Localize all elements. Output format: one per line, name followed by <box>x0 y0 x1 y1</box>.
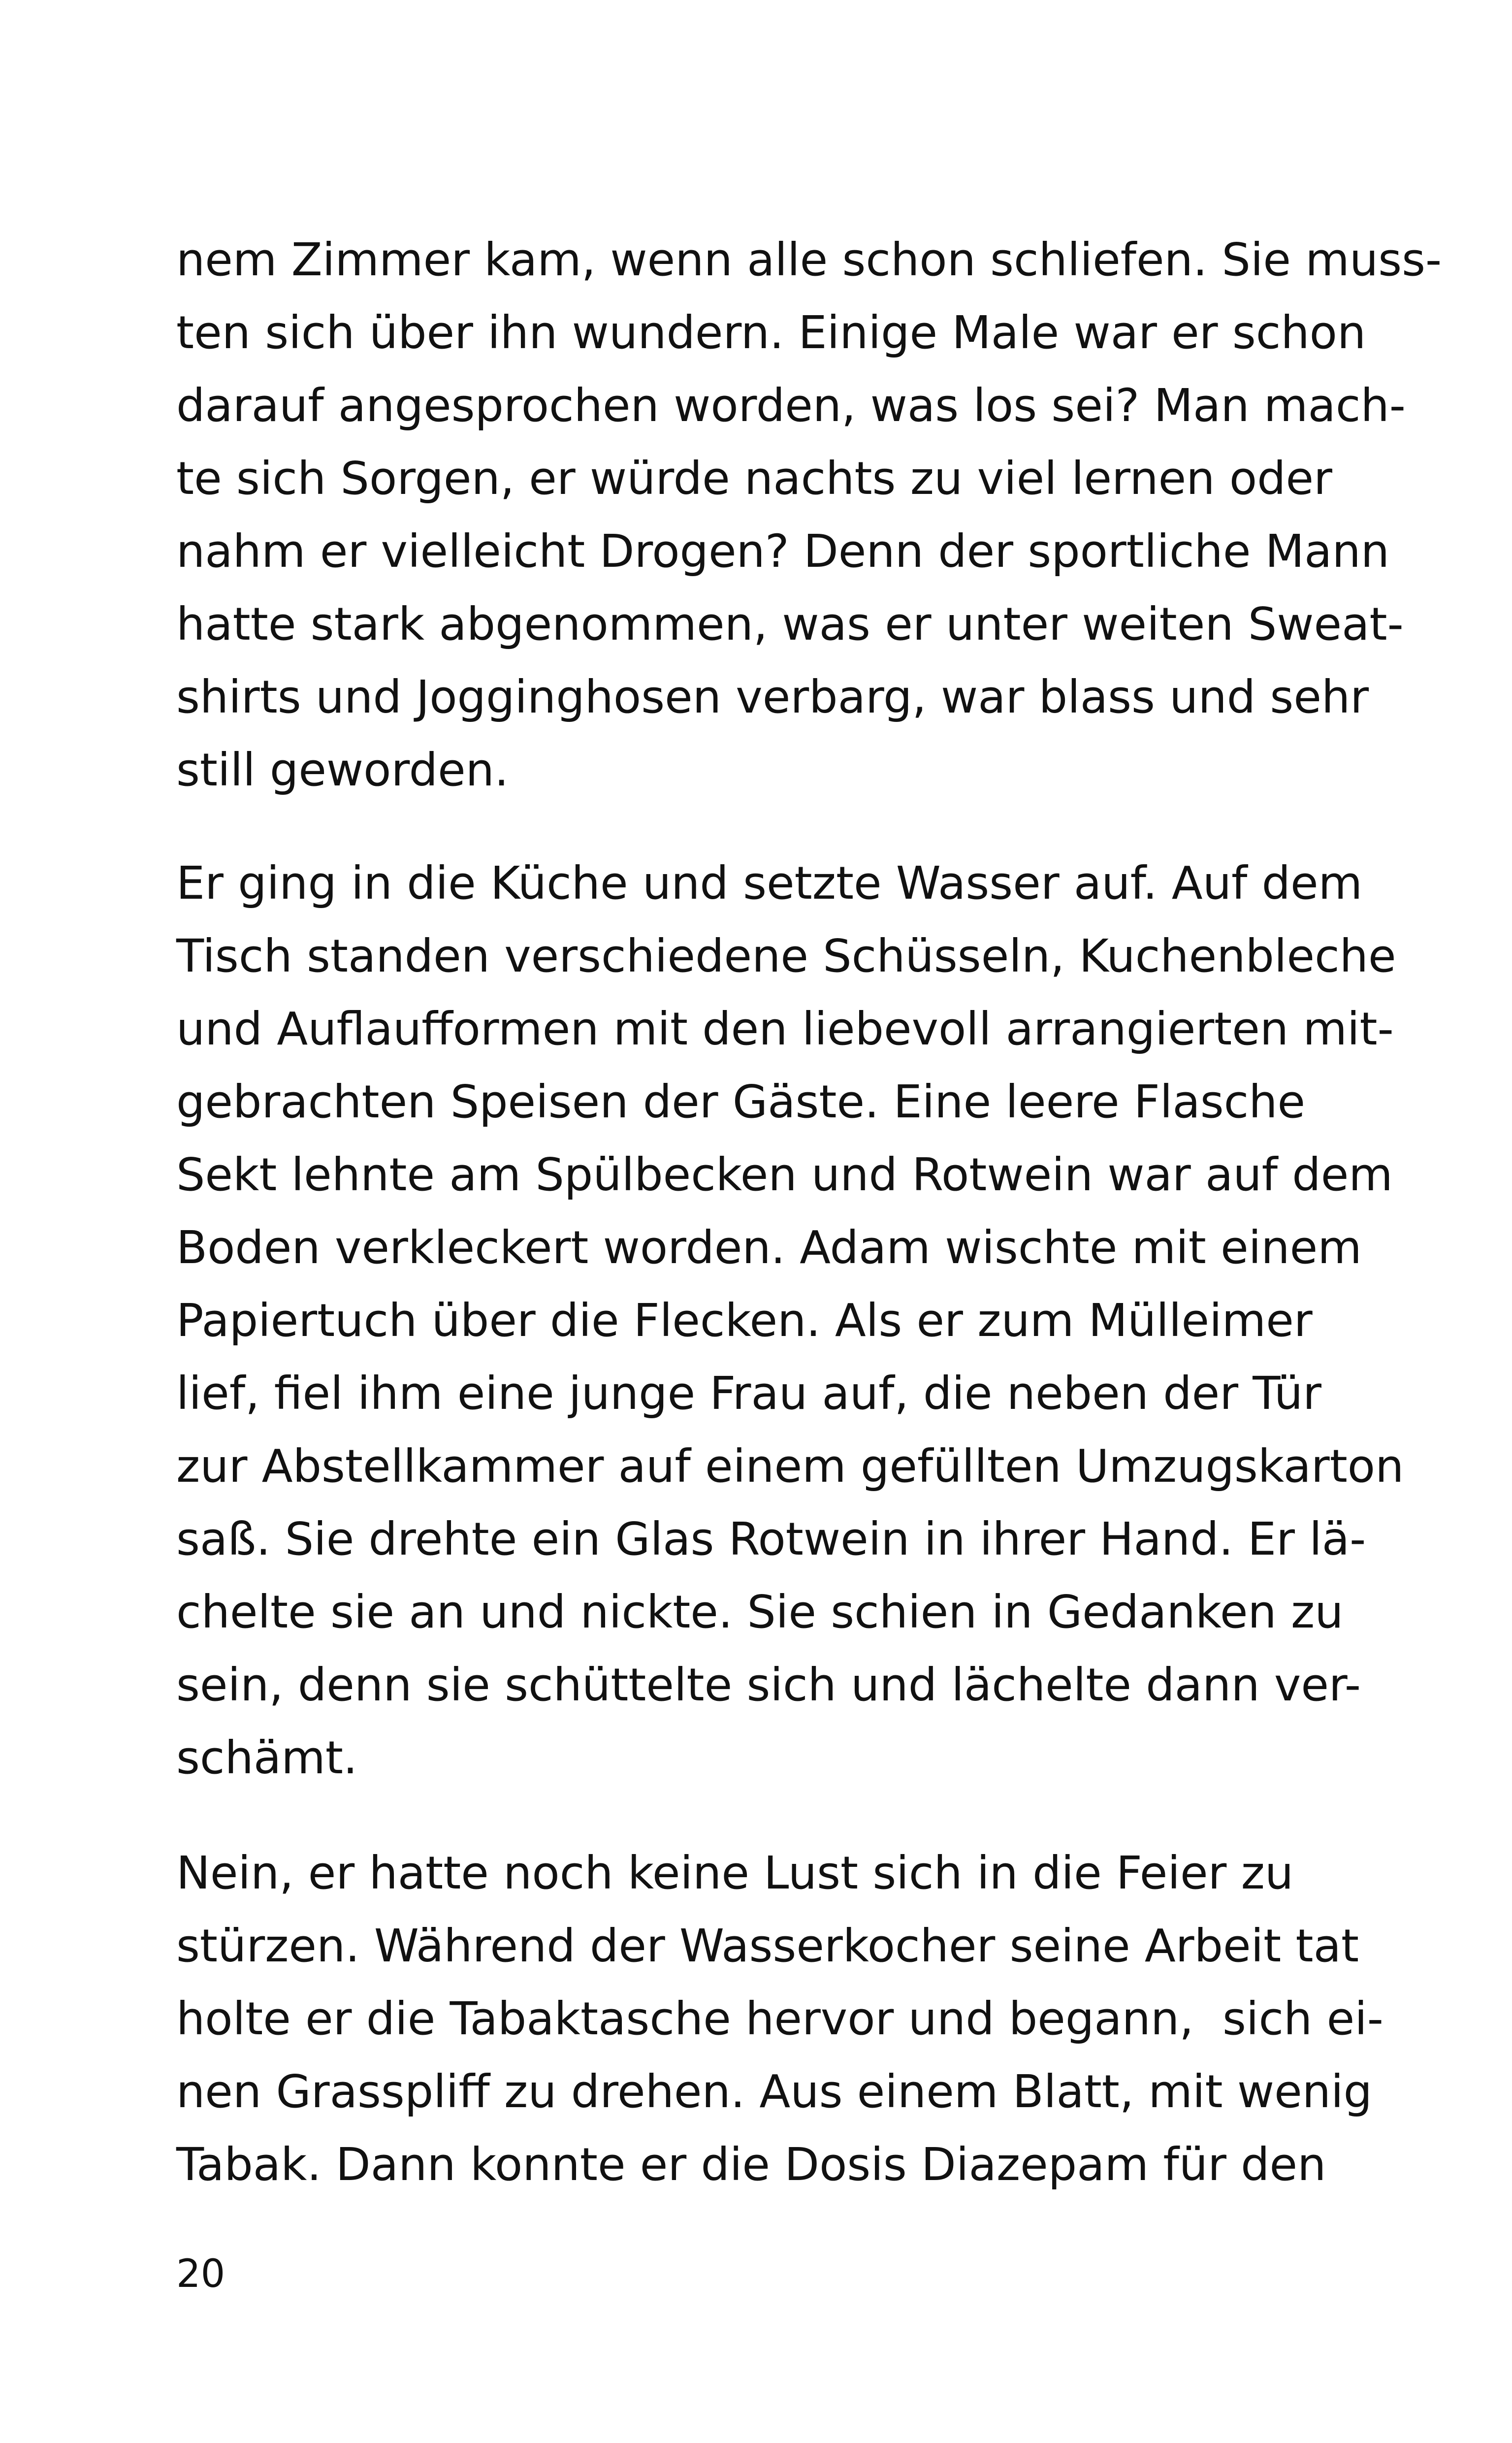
paragraph-3 <box>176 1837 1383 2201</box>
text-line: Sekt lehnte am Spülbecken und Rotwein war auf dem <box>176 1148 1393 1201</box>
text-line: still geworden. <box>176 744 509 796</box>
text-line: nem Zimmer kam, wenn alle schon schliefen. Sie muss- <box>176 233 1442 286</box>
page-number: 20 <box>176 2252 225 2296</box>
text-line: saß. Sie drehte ein Glas Rotwein in ihrer Hand. Er lä- <box>176 1513 1366 1565</box>
text-line: te sich Sorgen, er würde nachts zu viel lernen oder <box>176 452 1332 505</box>
text-line: sein, denn sie schüttelte sich und lächelte dann ver- <box>176 1659 1361 1711</box>
text-line: nen Grasspliff zu drehen. Aus einem Blatt, mit wenig <box>176 2065 1372 2118</box>
text-line: Tabak. Dann konnte er die Dosis Diazepam für den <box>176 2138 1326 2191</box>
text-line: Nein, er hatte noch keine Lust sich in die Feier zu <box>176 1847 1294 1899</box>
text-line: Er ging in die Küche und setzte Wasser auf. Auf dem <box>176 857 1363 910</box>
text-line: zur Abstellkammer auf einem gefüllten Umzugskarton <box>176 1440 1404 1493</box>
text-line: darauf angesprochen worden, was los sei? Man mach- <box>176 379 1406 432</box>
text-line: Tisch standen verschiedene Schüsseln, Kuchenbleche <box>176 930 1396 982</box>
text-line: stürzen. Während der Wasserkocher seine Arbeit tat <box>176 1920 1359 1972</box>
text-line: holte er die Tabaktasche hervor und begann, sich ei- <box>176 1992 1383 2045</box>
text-line: gebrachten Speisen der Gäste. Eine leere Flasche <box>176 1075 1306 1128</box>
text-line: hatte stark abgenommen, was er unter weiten Sweat- <box>176 598 1404 651</box>
text-line: schämt. <box>176 1731 358 1784</box>
paragraph-2 <box>176 847 1404 1794</box>
text-line: Papiertuch über die Flecken. Als er zum Mülleimer <box>176 1294 1313 1347</box>
text-line: Boden verkleckert worden. Adam wischte mit einem <box>176 1221 1362 1274</box>
text-line: shirts und Jogginghosen verbarg, war blass und sehr <box>176 671 1369 723</box>
text-line: lief, fiel ihm eine junge Frau auf, die neben der Tür <box>176 1367 1322 1420</box>
text-line: chelte sie an und nickte. Sie schien in Gedanken zu <box>176 1586 1344 1638</box>
text-line: und Auflaufformen mit den liebevoll arrangierten mit- <box>176 1003 1394 1055</box>
text-line: ten sich über ihn wundern. Einige Male war er schon <box>176 306 1366 359</box>
text-line: nahm er vielleicht Drogen? Denn der sportliche Mann <box>176 525 1390 578</box>
paragraph-1 <box>176 224 1442 807</box>
